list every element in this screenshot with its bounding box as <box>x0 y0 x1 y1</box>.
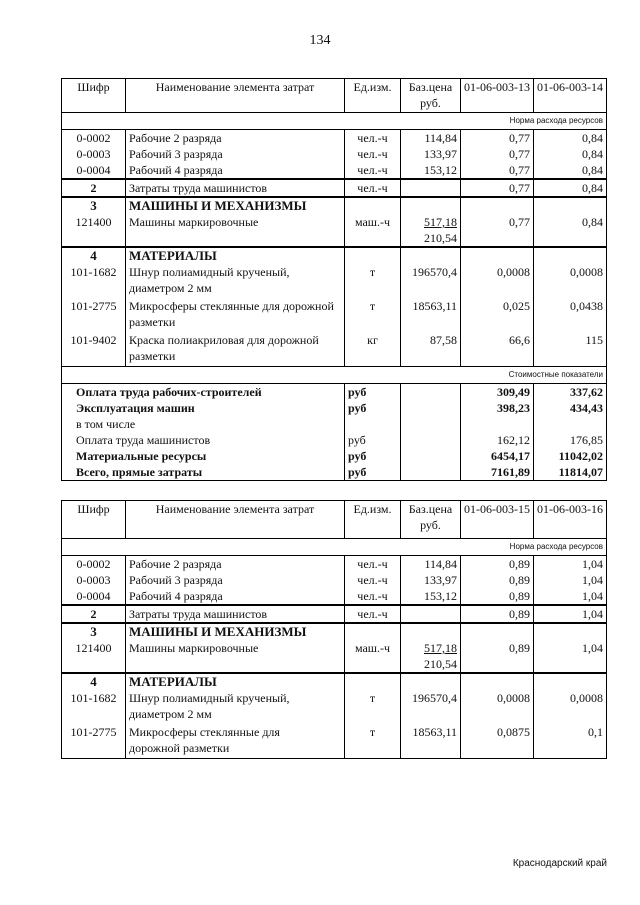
row-price: 153,12 <box>401 162 461 179</box>
row-value-1: 0,0008 <box>461 264 534 298</box>
cost-including: в том числе <box>62 416 345 432</box>
cost-value-1: 398,23 <box>461 400 534 416</box>
cost-unit: руб <box>345 448 401 464</box>
row-value-2: 1,04 <box>534 588 607 605</box>
norm-row <box>62 113 607 130</box>
name-line-2: диаметром 2 мм <box>129 707 212 721</box>
row-name: Рабочий 4 разряда <box>126 162 345 179</box>
row-unit: т <box>345 264 401 298</box>
header-price: Баз.цена руб. <box>401 501 461 539</box>
cost-label: Стоимостные показатели <box>62 366 607 383</box>
row-value-1: 0,89 <box>461 640 534 673</box>
row-value-2: 0,84 <box>534 179 607 197</box>
row-value-1: 0,89 <box>461 572 534 588</box>
section-title: МАШИНЫ И МЕХАНИЗМЫ <box>126 623 345 640</box>
cost-unit: руб <box>345 383 401 400</box>
row-name: Рабочие 2 разряда <box>126 556 345 573</box>
header-name: Наименование элемента затрат <box>126 501 345 539</box>
cost-unit: руб <box>345 432 401 448</box>
table-row <box>62 162 607 179</box>
header-col1: 01-06-003-15 <box>461 501 534 539</box>
cost-value-2: 11814,07 <box>534 464 607 481</box>
row-value-2: 0,0008 <box>534 264 607 298</box>
row-unit: т <box>345 724 401 758</box>
cost-value-1: 162,12 <box>461 432 534 448</box>
row-value-1: 0,77 <box>461 146 534 162</box>
section-machines <box>62 197 607 214</box>
row-name <box>126 332 345 366</box>
row-code: 121400 <box>62 640 126 673</box>
section-code: 3 <box>62 623 126 640</box>
row-name: Машины маркировочные <box>126 640 345 673</box>
row-unit: чел.-ч <box>345 556 401 573</box>
row-value-2: 0,84 <box>534 130 607 147</box>
row-code: 101-1682 <box>62 690 126 724</box>
row-unit: чел.-ч <box>345 572 401 588</box>
row-name: Рабочий 3 разряда <box>126 146 345 162</box>
name-line-1: Микросферы стеклянные для дорожной <box>129 299 334 313</box>
price-line-2: 210,54 <box>424 231 457 245</box>
header-code: Шифр <box>62 79 126 113</box>
table-row <box>62 146 607 162</box>
row-unit: кг <box>345 332 401 366</box>
row-price-empty <box>401 179 461 197</box>
row-value-1: 0,77 <box>461 179 534 197</box>
norm-label: Норма расхода ресурсов <box>62 539 607 556</box>
row-code: 0-0003 <box>62 572 126 588</box>
header-col1: 01-06-003-13 <box>461 79 534 113</box>
row-value-2: 0,84 <box>534 162 607 179</box>
row-unit: чел.-ч <box>345 130 401 147</box>
row-name <box>126 298 345 332</box>
row-name: Рабочий 4 разряда <box>126 588 345 605</box>
machine-row <box>62 640 607 673</box>
section-title: МАШИНЫ И МЕХАНИЗМЫ <box>126 197 345 214</box>
header-price: Баз.цена руб. <box>401 79 461 113</box>
price-line-2: 210,54 <box>424 657 457 671</box>
table-row <box>62 588 607 605</box>
cost-value-2: 337,62 <box>534 383 607 400</box>
name-line-1: Микросферы стеклянные для <box>129 725 280 739</box>
row-price: 153,12 <box>401 588 461 605</box>
row-price: 114,84 <box>401 556 461 573</box>
material-row <box>62 298 607 332</box>
cost-name: Материальные ресурсы <box>62 448 345 464</box>
header-code: Шифр <box>62 501 126 539</box>
row-code: 121400 <box>62 214 126 247</box>
resource-table-2 <box>61 500 607 759</box>
row-value-1: 0,0008 <box>461 690 534 724</box>
cost-row <box>62 383 607 400</box>
material-row <box>62 724 607 758</box>
row-value-2: 1,04 <box>534 556 607 573</box>
row-unit: чел.-ч <box>345 146 401 162</box>
row-value-1: 0,77 <box>461 162 534 179</box>
row-price: 18563,11 <box>401 724 461 758</box>
row-price: 133,97 <box>401 572 461 588</box>
section-title: МАТЕРИАЛЫ <box>126 247 345 264</box>
row-value-2: 115 <box>534 332 607 366</box>
resource-table-1 <box>61 78 607 481</box>
section-title: МАТЕРИАЛЫ <box>126 673 345 690</box>
name-line-2: дорожной разметки <box>129 741 230 755</box>
row-code: 0-0002 <box>62 130 126 147</box>
row-value-2: 0,0008 <box>534 690 607 724</box>
cost-including-row <box>62 416 607 432</box>
cost-unit: руб <box>345 400 401 416</box>
row-price: 18563,11 <box>401 298 461 332</box>
cost-name: Оплата труда рабочих-строителей <box>62 383 345 400</box>
row-unit: т <box>345 690 401 724</box>
header-col2: 01-06-003-14 <box>534 79 607 113</box>
row-price: 114,84 <box>401 130 461 147</box>
material-row <box>62 332 607 366</box>
name-line-1: Шнур полиамидный крученый, <box>129 265 290 279</box>
row-value-1: 0,89 <box>461 556 534 573</box>
row-unit: т <box>345 298 401 332</box>
row-value-1: 0,89 <box>461 605 534 623</box>
cost-row <box>62 400 607 416</box>
table-row <box>62 556 607 573</box>
row-value-1: 0,025 <box>461 298 534 332</box>
cost-value-1: 6454,17 <box>461 448 534 464</box>
cost-name: Оплата труда машинистов <box>62 432 345 448</box>
table-row <box>62 572 607 588</box>
row-name <box>126 690 345 724</box>
cost-row <box>62 432 607 448</box>
name-line-2: разметки <box>129 349 176 363</box>
norm-label: Норма расхода ресурсов <box>62 113 607 130</box>
row-value-2: 1,04 <box>534 640 607 673</box>
header-unit: Ед.изм. <box>345 79 401 113</box>
row-code: 2 <box>62 605 126 623</box>
footer-region: Краснодарский край <box>512 858 607 869</box>
row-value-2: 0,84 <box>534 214 607 247</box>
section-code: 3 <box>62 197 126 214</box>
header-name: Наименование элемента затрат <box>126 79 345 113</box>
row-name: Рабочие 2 разряда <box>126 130 345 147</box>
row-value-2: 0,84 <box>534 146 607 162</box>
section-materials <box>62 247 607 264</box>
row-price: 87,58 <box>401 332 461 366</box>
name-line-2: разметки <box>129 315 176 329</box>
row-name: Затраты труда машинистов <box>126 179 345 197</box>
norm-row <box>62 539 607 556</box>
row-price <box>401 640 461 673</box>
price-line-1: 517,18 <box>424 641 457 655</box>
cost-label-row <box>62 366 607 383</box>
section-code: 4 <box>62 673 126 690</box>
row-name: Рабочий 3 разряда <box>126 572 345 588</box>
machine-row <box>62 214 607 247</box>
row-value-1: 66,6 <box>461 332 534 366</box>
row-price: 196570,4 <box>401 690 461 724</box>
row-unit: маш.-ч <box>345 640 401 673</box>
row-value-1: 0,77 <box>461 214 534 247</box>
row-price-empty <box>401 605 461 623</box>
row-value-1: 0,89 <box>461 588 534 605</box>
row-name: Затраты труда машинистов <box>126 605 345 623</box>
row-value-1: 0,77 <box>461 130 534 147</box>
page-number: 134 <box>309 33 331 48</box>
row-unit: чел.-ч <box>345 179 401 197</box>
row-name: Машины маркировочные <box>126 214 345 247</box>
row-value-1: 0,0875 <box>461 724 534 758</box>
row-code: 0-0002 <box>62 556 126 573</box>
row-code: 2 <box>62 179 126 197</box>
cost-value-2: 434,43 <box>534 400 607 416</box>
row-price: 196570,4 <box>401 264 461 298</box>
row-code: 101-1682 <box>62 264 126 298</box>
header-col2: 01-06-003-16 <box>534 501 607 539</box>
cost-value-1: 309,49 <box>461 383 534 400</box>
cost-name: Всего, прямые затраты <box>62 464 345 481</box>
row-code: 101-2775 <box>62 724 126 758</box>
cost-row <box>62 448 607 464</box>
row-unit: чел.-ч <box>345 605 401 623</box>
row-code: 0-0004 <box>62 162 126 179</box>
operator-labor-row <box>62 605 607 623</box>
table-header <box>62 501 607 539</box>
name-line-1: Краска полиакриловая для дорожной <box>129 333 319 347</box>
material-row <box>62 264 607 298</box>
row-unit: чел.-ч <box>345 588 401 605</box>
header-unit: Ед.изм. <box>345 501 401 539</box>
row-name <box>126 724 345 758</box>
cost-total-row <box>62 464 607 481</box>
operator-labor-row <box>62 179 607 197</box>
cost-value-2: 176,85 <box>534 432 607 448</box>
row-name <box>126 264 345 298</box>
row-code: 101-9402 <box>62 332 126 366</box>
cost-value-1: 7161,89 <box>461 464 534 481</box>
name-line-1: Шнур полиамидный крученый, <box>129 691 290 705</box>
price-line-1: 517,18 <box>424 215 457 229</box>
material-row <box>62 690 607 724</box>
row-unit: маш.-ч <box>345 214 401 247</box>
table-header <box>62 79 607 113</box>
row-value-2: 0,0438 <box>534 298 607 332</box>
row-code: 0-0004 <box>62 588 126 605</box>
row-value-2: 0,1 <box>534 724 607 758</box>
row-unit: чел.-ч <box>345 162 401 179</box>
section-code: 4 <box>62 247 126 264</box>
name-line-2: диаметром 2 мм <box>129 281 212 295</box>
section-materials <box>62 673 607 690</box>
cost-value-2: 11042,02 <box>534 448 607 464</box>
row-value-2: 1,04 <box>534 572 607 588</box>
cost-name: Эксплуатация машин <box>62 400 345 416</box>
row-code: 0-0003 <box>62 146 126 162</box>
row-price: 133,97 <box>401 146 461 162</box>
section-machines <box>62 623 607 640</box>
row-price <box>401 214 461 247</box>
row-code: 101-2775 <box>62 298 126 332</box>
row-value-2: 1,04 <box>534 605 607 623</box>
table-row <box>62 130 607 147</box>
cost-unit: руб <box>345 464 401 481</box>
